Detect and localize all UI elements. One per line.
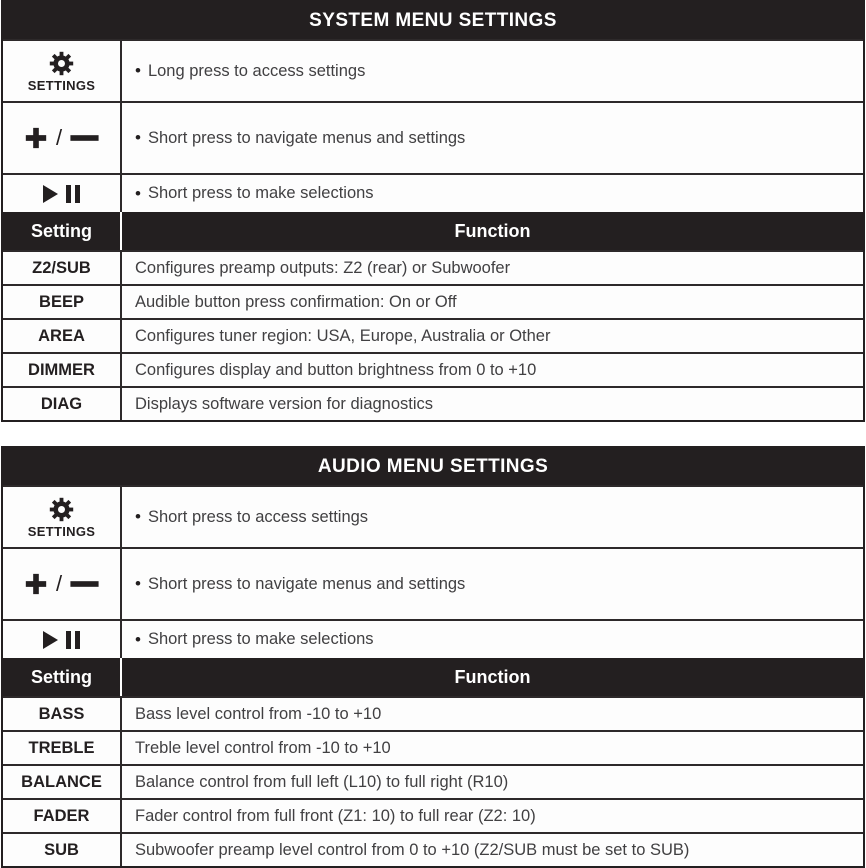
button-description-cell — [122, 621, 863, 658]
audio-menu-table — [1, 446, 865, 868]
slash-separator: / — [55, 125, 63, 150]
setting-function: Treble level control from -10 to +10 — [135, 738, 391, 757]
table-title: SYSTEM MENU SETTINGS — [309, 9, 557, 31]
setting-function: Configures preamp outputs: Z2 (rear) or Subwoofer — [135, 258, 511, 277]
setting-name: Z2/SUB — [3, 252, 122, 284]
table-title: AUDIO MENU SETTINGS — [317, 455, 549, 477]
setting-function: Bass level control from -10 to +10 — [135, 704, 382, 723]
setting-column-header: Setting — [3, 212, 122, 250]
setting-name: DIAG — [3, 388, 122, 420]
settings-icon-label: SETTINGS — [27, 523, 96, 539]
table-row — [3, 798, 863, 832]
bullet-marker: • — [135, 629, 141, 649]
column-header-row — [3, 212, 863, 250]
button-row-plus-minus — [3, 101, 863, 173]
pause-icon — [66, 185, 81, 203]
button-description-cell — [122, 103, 863, 173]
system-menu-table — [1, 0, 865, 422]
audio-table-title-bar — [3, 448, 863, 485]
plus-minus-button-cell — [3, 103, 122, 173]
button-description: Long press to access settings — [147, 61, 366, 80]
setting-function: Configures tuner region: USA, Europe, Australia or Other — [135, 326, 551, 345]
setting-function: Audible button press confirmation: On or Off — [135, 292, 457, 311]
table-row — [3, 284, 863, 318]
slash-separator: / — [55, 571, 63, 596]
setting-function: Subwoofer preamp level control from 0 to +10 (Z2/SUB must be set to SUB) — [135, 840, 690, 859]
table-row — [3, 696, 863, 730]
setting-name: AREA — [3, 320, 122, 352]
button-row-play-pause — [3, 619, 863, 658]
plus-minus-button-cell — [3, 549, 122, 619]
bullet-marker: • — [135, 61, 141, 80]
minus-icon — [69, 125, 100, 151]
button-description-cell — [122, 487, 863, 547]
table-row — [3, 764, 863, 798]
button-description: Short press to access settings — [147, 507, 369, 526]
bullet-marker: • — [135, 128, 141, 147]
table-row — [3, 352, 863, 386]
button-row-plus-minus — [3, 547, 863, 619]
setting-name: TREBLE — [3, 732, 122, 764]
setting-name: BALANCE — [3, 766, 122, 798]
column-header-row — [3, 658, 863, 696]
table-row — [3, 386, 863, 420]
setting-column-header: Setting — [3, 658, 122, 696]
plus-icon — [23, 571, 49, 597]
table-row — [3, 730, 863, 764]
bullet-marker: • — [135, 183, 141, 203]
play-icon — [42, 185, 59, 203]
bullet-marker: • — [135, 574, 141, 593]
table-row — [3, 318, 863, 352]
gear-icon — [48, 50, 75, 77]
setting-name: BEEP — [3, 286, 122, 318]
play-pause-button-cell — [3, 175, 122, 212]
play-icon — [42, 631, 59, 649]
pause-icon — [66, 631, 81, 649]
button-row-settings — [3, 485, 863, 547]
system-table-title-bar — [3, 2, 863, 39]
setting-name: SUB — [3, 834, 122, 866]
settings-icon-label: SETTINGS — [27, 77, 96, 93]
plus-icon — [23, 125, 49, 151]
function-column-header: Function — [454, 666, 531, 687]
play-pause-button-cell — [3, 621, 122, 658]
button-row-settings — [3, 39, 863, 101]
function-column-header: Function — [454, 220, 531, 241]
button-row-play-pause — [3, 173, 863, 212]
button-description: Short press to make selections — [147, 630, 374, 648]
table-row — [3, 832, 863, 866]
table-spacer — [1, 422, 865, 446]
setting-name: DIMMER — [3, 354, 122, 386]
setting-function: Balance control from full left (L10) to full right (R10) — [135, 772, 509, 791]
button-description: Short press to make selections — [147, 184, 374, 202]
setting-name: BASS — [3, 698, 122, 730]
button-description: Short press to navigate menus and settings — [147, 574, 466, 593]
settings-button-cell — [3, 41, 122, 101]
setting-function: Displays software version for diagnostics — [135, 394, 434, 413]
button-description: Short press to navigate menus and settings — [147, 128, 466, 147]
minus-icon — [69, 571, 100, 597]
button-description-cell — [122, 549, 863, 619]
setting-name: FADER — [3, 800, 122, 832]
button-description-cell — [122, 41, 863, 101]
button-description-cell — [122, 175, 863, 212]
gear-icon — [48, 496, 75, 523]
settings-button-cell — [3, 487, 122, 547]
setting-function: Configures display and button brightness from 0 to +10 — [135, 360, 537, 379]
setting-function: Fader control from full front (Z1: 10) to full rear (Z2: 10) — [135, 806, 536, 825]
bullet-marker: • — [135, 507, 141, 526]
table-row — [3, 250, 863, 284]
